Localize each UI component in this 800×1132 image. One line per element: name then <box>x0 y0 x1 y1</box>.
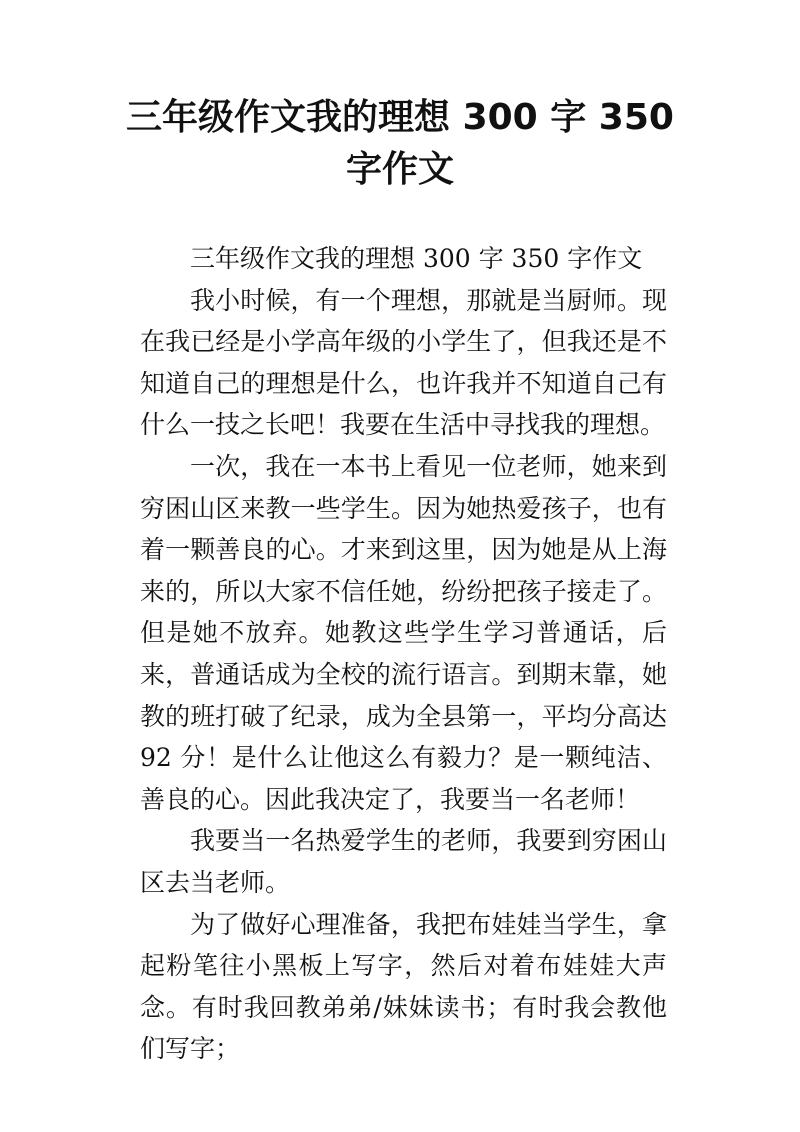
paragraph: 我小时候，有一个理想，那就是当厨师。现在我已经是小学高年级的小学生了，但我还是不知道自己的理想是什么，也许我并不知道自己有什么一技之长吧！我要在生活中寻找我的理想。 <box>140 285 667 440</box>
document-body <box>140 238 667 1070</box>
paragraph: 一次，我在一本书上看见一位老师，她来到穷困山区来教一些学生。因为她热爱孩子，也有着一颗善良的心。才来到这里，因为她是从上海来的，所以大家不信任她，纷纷把孩子接走了。但是她不放弃。她教这些学生学习普通话，后来，普通话成为全校的流行语言。到期末靠，她教的班打破了纪录，成为全县第一，平均分高达 92 分！是什么让他这么有毅力？是一颗纯洁、善良的心。因此我决定了，我要当一名老师！ <box>140 451 667 814</box>
paragraph: 为了做好心理准备，我把布娃娃当学生，拿起粉笔往小黑板上写字，然后对着布娃娃大声念。有时我回教弟弟/妹妹读书；有时我会教他们写字； <box>140 909 667 1064</box>
paragraph: 我要当一名热爱学生的老师，我要到穷困山区去当老师。 <box>140 826 667 897</box>
document-title: 三年级作文我的理想 300 字 350 字作文 <box>126 97 674 190</box>
paragraph-subtitle: 三年级作文我的理想 300 字 350 字作文 <box>190 244 643 273</box>
